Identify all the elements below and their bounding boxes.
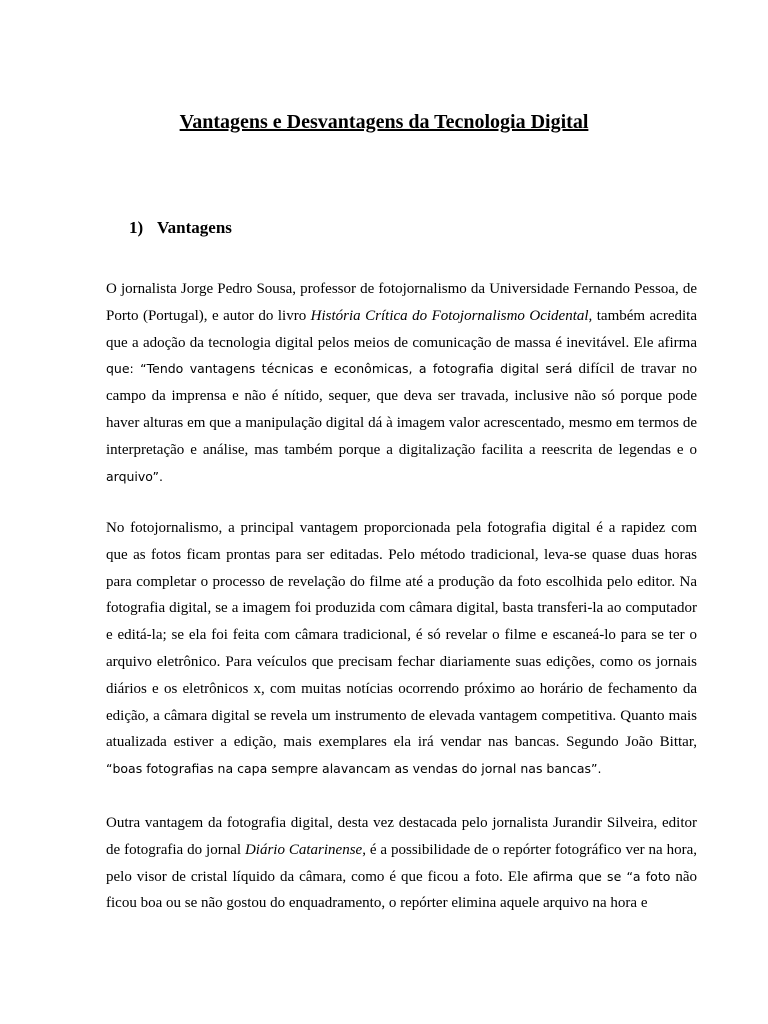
- paragraph-2-text: No fotojornalismo, a principal vantagem proporcionada pela fotografia digital é a rapidez com que as fotos ficam prontas para ser editadas. Pelo método tradicional, leva-se quase duas horas para completar o processo de revelação do filme até a produção da foto escolhida pelo editor. Na fotografia digital, se a imagem foi produzida com câmara digital, basta transferi-la ao computador e editá-la; se ela foi feita com câmara tradicional, é só revelar o filme e escaneá-lo para se ter o arquivo eletrônico. Para veículos que precisam fechar diariamente suas edições, como os jornais diários e os eletrônicos x, com muitas notícias ocorrendo próximo ao horário de fechamento da edição, a câmara digital se revela um instrumento de elevada vantagem competitiva. Quanto mais atualizada estiver a edição, mais exemplares ela irá vendar nas bancas. Segundo João Bittar,: [106, 520, 697, 751]
- quote-silveira-start: afirma que se “a foto: [532, 868, 671, 884]
- paragraph-2: [106, 515, 697, 783]
- document-title: Vantagens e Desvantagens da Tecnologia Digital: [179, 111, 589, 133]
- quote-bittar: “boas fotografias na capa sempre alavancam as vendas do jornal nas bancas”.: [106, 761, 602, 777]
- newspaper-name: Diário Catarinense: [244, 841, 363, 858]
- paragraph-3-text-c: não ficou boa ou se não gostou do enquadramento, o repórter elimina aquele arquivo na hora e: [106, 868, 697, 912]
- paragraph-3-text-a: Outra vantagem da fotografia digital, desta vez destacada pelo jornalista Jurandir Silveira, editor de fotografia do jornal: [106, 815, 697, 858]
- paragraph-1-text-a: O jornalista Jorge Pedro Sousa, professor de fotojornalismo da Universidade Fernando Pessoa, de Porto (Portugal), e autor do livro: [106, 281, 697, 324]
- section-heading-vantagens: [129, 215, 232, 241]
- paragraph-1-text-b: também acredita que a adoção da tecnologia digital pelos meios de comunicação de massa é inevitável. Ele afirma: [106, 307, 697, 351]
- quote-sousa-end: arquivo”.: [106, 468, 163, 484]
- section-number: 1): [129, 218, 144, 237]
- paragraph-3-text-b: , é a possibilidade de o repórter fotográfico ver na hora, pelo visor de cristal líquido da câmara, como é que ficou a foto. Ele: [106, 841, 698, 885]
- book-title: História Crítica do Fotojornalismo Ocidental,: [310, 307, 593, 324]
- paragraph-1-text-c: difícil de travar no campo da imprensa e não é nítido, sequer, que deva ser travada, inclusive não só porque pode haver alturas em que a manipulação digital dá à imagem valor acrescentado, mesmo em termos de interpretação e análise, mas também porque a digitalização facilita a reescrita de legendas e o: [106, 361, 697, 458]
- section-label: Vantagens: [156, 218, 232, 237]
- quote-sousa-start: que: “Tendo vantagens técnicas e econômicas, a fotografia digital será: [106, 361, 573, 377]
- paragraph-3: [106, 810, 697, 917]
- paragraph-1: [106, 276, 697, 490]
